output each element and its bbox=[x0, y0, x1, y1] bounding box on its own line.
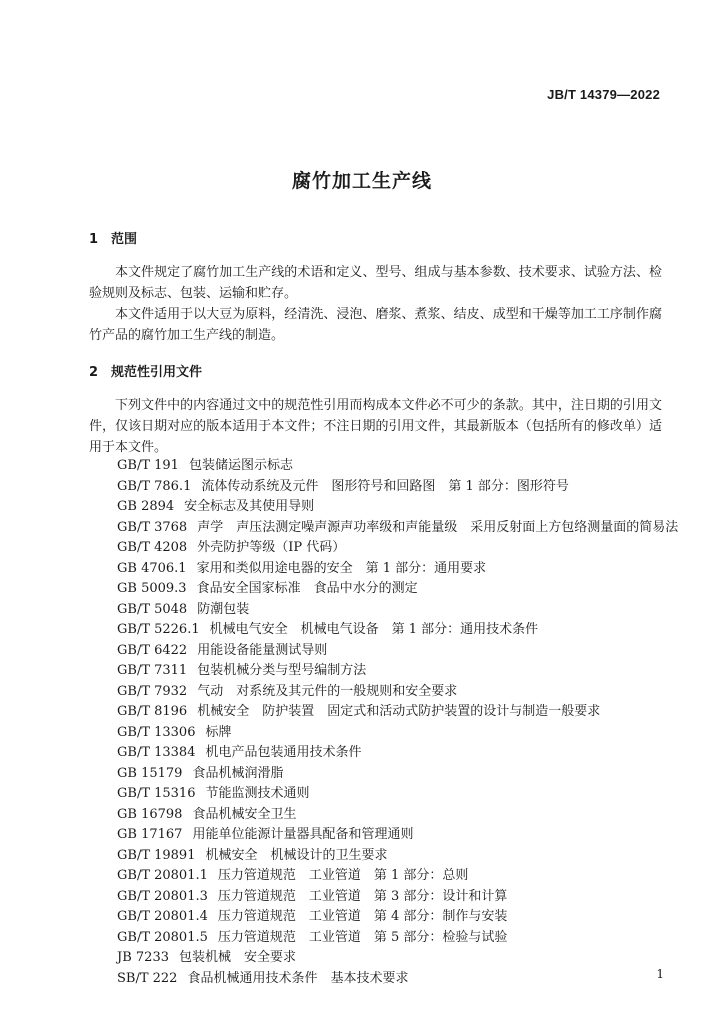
section-1-heading bbox=[89, 228, 137, 247]
reference-title: 用能设备能量测试导则 bbox=[197, 642, 328, 658]
reference-item bbox=[117, 887, 677, 908]
reference-item bbox=[117, 559, 677, 580]
reference-code: GB/T 7311 bbox=[117, 663, 188, 678]
reference-title: 压力管道规范 工业管道 第 4 部分：制作与安装 bbox=[217, 909, 508, 924]
reference-item bbox=[117, 456, 677, 477]
reference-code: GB 2894 bbox=[117, 499, 175, 514]
reference-item bbox=[117, 600, 677, 621]
section-number: 1 bbox=[89, 232, 99, 247]
reference-item bbox=[117, 969, 677, 990]
reference-code: GB/T 7932 bbox=[117, 683, 188, 699]
reference-item bbox=[117, 743, 677, 764]
reference-code: GB/T 5226.1 bbox=[117, 622, 200, 637]
document-title: 腐竹加工生产线 bbox=[291, 170, 432, 192]
reference-title: 食品机械通用技术条件 基本技术要求 bbox=[187, 970, 409, 986]
reference-code: GB 16798 bbox=[117, 806, 183, 822]
reference-item bbox=[117, 846, 677, 867]
reference-item bbox=[117, 538, 677, 559]
reference-item bbox=[117, 661, 677, 682]
reference-item bbox=[117, 620, 677, 641]
references-intro: 下列文件中的内容通过文中的规范性引用而构成本文件必不可少的条款。其中，注日期的引用文件，仅该日期对应的版本适用于本文件；不注日期的引用文件，其最新版本（包括所有的修改单）适用于本文件。 bbox=[89, 398, 662, 455]
reference-code: GB/T 20801.4 bbox=[117, 909, 208, 924]
reference-title: 外壳防护等级（IP 代码） bbox=[197, 540, 346, 555]
reference-title: 食品机械润滑脂 bbox=[192, 765, 284, 781]
reference-code: GB/T 19891 bbox=[117, 847, 196, 863]
reference-code: GB/T 6422 bbox=[117, 642, 188, 658]
section-title: 规范性引用文件 bbox=[111, 365, 203, 380]
reference-item bbox=[117, 477, 677, 498]
reference-title: 包装机械分类与型号编制方法 bbox=[197, 663, 367, 678]
reference-title: 用能单位能源计量器具配备和管理通则 bbox=[192, 827, 414, 842]
reference-item bbox=[117, 825, 677, 846]
reference-code: GB/T 20801.3 bbox=[117, 888, 208, 904]
reference-item bbox=[117, 764, 677, 785]
reference-item bbox=[117, 784, 677, 805]
reference-item bbox=[117, 518, 677, 539]
reference-title: 包装储运图示标志 bbox=[188, 458, 293, 473]
reference-item bbox=[117, 723, 677, 744]
reference-code: GB/T 5048 bbox=[117, 601, 188, 617]
reference-item bbox=[117, 682, 677, 703]
reference-code: GB 15179 bbox=[117, 765, 183, 781]
reference-item bbox=[117, 702, 677, 723]
reference-title: 压力管道规范 工业管道 第 1 部分：总则 bbox=[217, 868, 469, 883]
reference-code: GB/T 13384 bbox=[117, 745, 196, 760]
reference-title: 气动 对系统及其元件的一般规则和安全要求 bbox=[197, 683, 458, 699]
scope-paragraph-1: 本文件规定了腐竹加工生产线的术语和定义、型号、组成与基本参数、技术要求、试验方法、检验规则及标志、包装、运输和贮存。 bbox=[89, 265, 662, 301]
reference-code: SB/T 222 bbox=[117, 970, 178, 986]
reference-code: GB/T 15316 bbox=[117, 786, 196, 801]
reference-title: 机电产品包装通用技术条件 bbox=[205, 745, 362, 760]
reference-title: 安全标志及其使用导则 bbox=[184, 499, 315, 514]
reference-item bbox=[117, 928, 677, 949]
reference-title: 标牌 bbox=[205, 724, 232, 740]
reference-title: 食品安全国家标准 食品中水分的测定 bbox=[196, 581, 418, 596]
reference-title: 食品机械安全卫生 bbox=[192, 806, 297, 822]
reference-item bbox=[117, 907, 677, 928]
section-title: 范围 bbox=[111, 232, 138, 247]
document-code: JB/T 14379—2022 bbox=[547, 87, 660, 102]
reference-title: 机械安全 防护装置 固定式和活动式防护装置的设计与制造一般要求 bbox=[197, 704, 601, 719]
reference-code: GB/T 20801.5 bbox=[117, 929, 208, 945]
reference-title: 防潮包装 bbox=[197, 601, 250, 617]
reference-title: 流体传动系统及元件 图形符号和回路图 第 1 部分：图形符号 bbox=[201, 478, 569, 494]
reference-title: 压力管道规范 工业管道 第 3 部分：设计和计算 bbox=[217, 888, 508, 904]
scope-paragraph-2: 本文件适用于以大豆为原料，经清洗、浸泡、磨浆、煮浆、结皮、成型和干燥等加工工序制作腐竹产品的腐竹加工生产线的制造。 bbox=[89, 307, 662, 343]
reference-code: GB/T 4208 bbox=[117, 540, 188, 555]
reference-code: JB 7233 bbox=[117, 950, 169, 965]
reference-title: 机械电气安全 机械电气设备 第 1 部分：通用技术条件 bbox=[209, 622, 539, 637]
reference-title: 机械安全 机械设计的卫生要求 bbox=[205, 847, 388, 863]
reference-item bbox=[117, 641, 677, 662]
reference-code: GB/T 20801.1 bbox=[117, 868, 208, 883]
reference-item bbox=[117, 805, 677, 826]
page-number: 1 bbox=[656, 967, 664, 981]
reference-code: GB/T 3768 bbox=[117, 519, 188, 535]
reference-code: GB 5009.3 bbox=[117, 581, 187, 596]
reference-title: 节能监测技术通则 bbox=[205, 786, 310, 801]
reference-title: 压力管道规范 工业管道 第 5 部分：检验与试验 bbox=[217, 929, 508, 945]
reference-item bbox=[117, 866, 677, 887]
reference-list bbox=[117, 456, 677, 989]
reference-item bbox=[117, 948, 677, 969]
reference-item bbox=[117, 579, 677, 600]
reference-code: GB 4706.1 bbox=[117, 560, 187, 576]
reference-code: GB/T 191 bbox=[117, 458, 179, 473]
reference-code: GB 17167 bbox=[117, 827, 183, 842]
reference-item bbox=[117, 497, 677, 518]
reference-title: 包装机械 安全要求 bbox=[178, 950, 296, 965]
reference-code: GB/T 786.1 bbox=[117, 478, 192, 494]
reference-title: 声学 声压法测定噪声源声功率级和声能量级 采用反射面上方包络测量面的简易法 bbox=[197, 519, 679, 535]
reference-code: GB/T 8196 bbox=[117, 704, 188, 719]
section-2-heading bbox=[89, 361, 202, 380]
section-number: 2 bbox=[89, 365, 99, 380]
reference-title: 家用和类似用途电器的安全 第 1 部分：通用要求 bbox=[196, 560, 487, 576]
reference-code: GB/T 13306 bbox=[117, 724, 196, 740]
